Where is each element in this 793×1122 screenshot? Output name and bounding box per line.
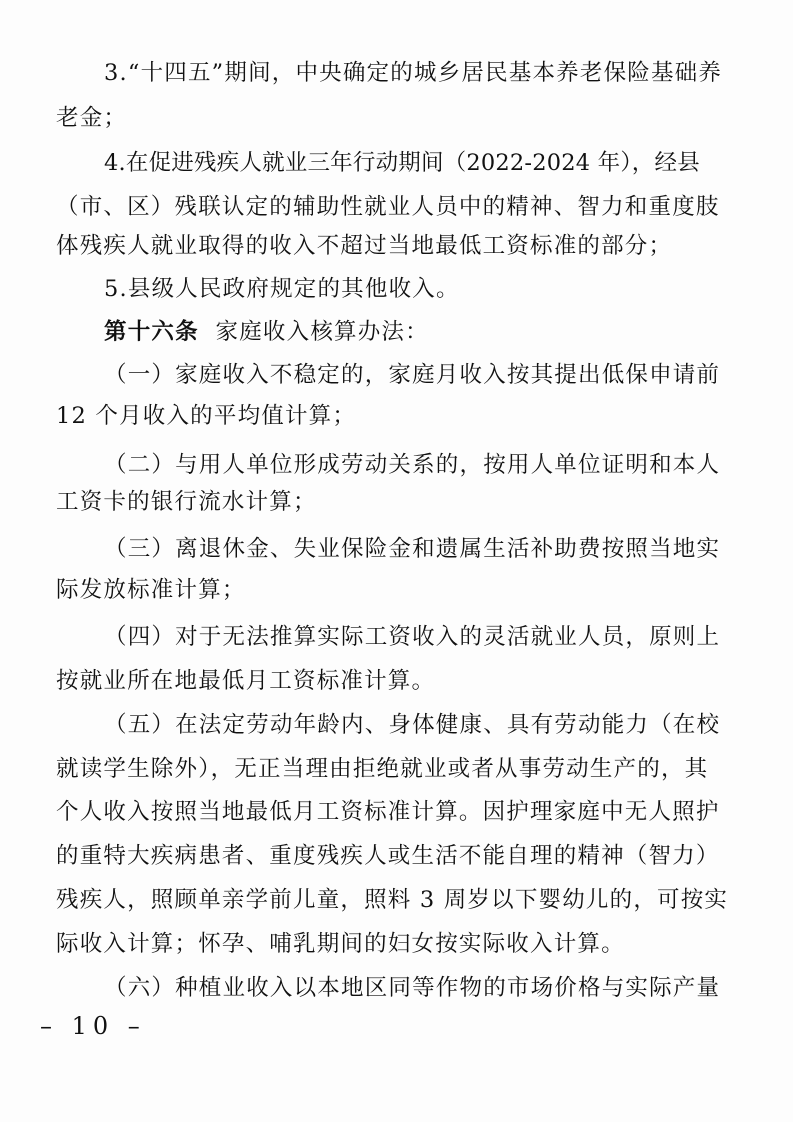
text-line: （二）与用人单位形成劳动关系的，按用人单位证明和本人 xyxy=(104,452,721,478)
text-line: 4.在促进残疾人就业三年行动期间（2022-2024 年），经县 xyxy=(104,150,700,176)
text-line: （五）在法定劳动年龄内、身体健康、具有劳动能力（在校 xyxy=(104,712,721,738)
text-line: （六）种植业收入以本地区同等作物的市场价格与实际产量 xyxy=(104,975,721,1001)
text-line: 的重特大疾病患者、重度残疾人或生活不能自理的精神（智力） xyxy=(56,843,720,869)
text-line: 个人收入按照当地最低月工资标准计算。因护理家庭中无人照护 xyxy=(56,799,720,825)
text-line: 12 个月收入的平均值计算； xyxy=(56,403,357,429)
text-line: 3.“十四五”期间，中央确定的城乡居民基本养老保险基础养 xyxy=(104,60,723,86)
text-line: 就读学生除外），无正当理由拒绝就业或者从事劳动生产的，其 xyxy=(56,756,709,782)
page-number: – 10 – xyxy=(40,1012,146,1040)
text-line: 际收入计算；怀孕、哺乳期间的妇女按实际收入计算。 xyxy=(56,931,625,957)
text-line: （一）家庭收入不稳定的，家庭月收入按其提出低保申请前 xyxy=(104,362,721,388)
text-line: （四）对于无法推算实际工资收入的灵活就业人员，原则上 xyxy=(104,624,721,650)
text-line: 际发放标准计算； xyxy=(56,577,246,603)
text-line: 残疾人，照顾单亲学前儿童，照料 3 周岁以下婴幼儿的，可按实 xyxy=(56,887,729,913)
article-title: 家庭收入核算办法： xyxy=(215,319,429,345)
article-line xyxy=(104,318,429,346)
text-line: 按就业所在地最低月工资标准计算。 xyxy=(56,668,436,694)
text-line: （市、区）残联认定的辅助性就业人员中的精神、智力和重度肢 xyxy=(56,194,720,220)
text-line: 老金； xyxy=(56,105,128,131)
text-line: 5.县级人民政府规定的其他收入。 xyxy=(104,276,460,302)
article-heading: 第十六条 xyxy=(104,319,199,345)
text-line: 工资卡的银行流水计算； xyxy=(56,489,317,515)
text-line: 体残疾人就业取得的收入不超过当地最低工资标准的部分； xyxy=(56,233,673,259)
text-line: （三）离退休金、失业保险金和遗属生活补助费按照当地实 xyxy=(104,536,721,562)
